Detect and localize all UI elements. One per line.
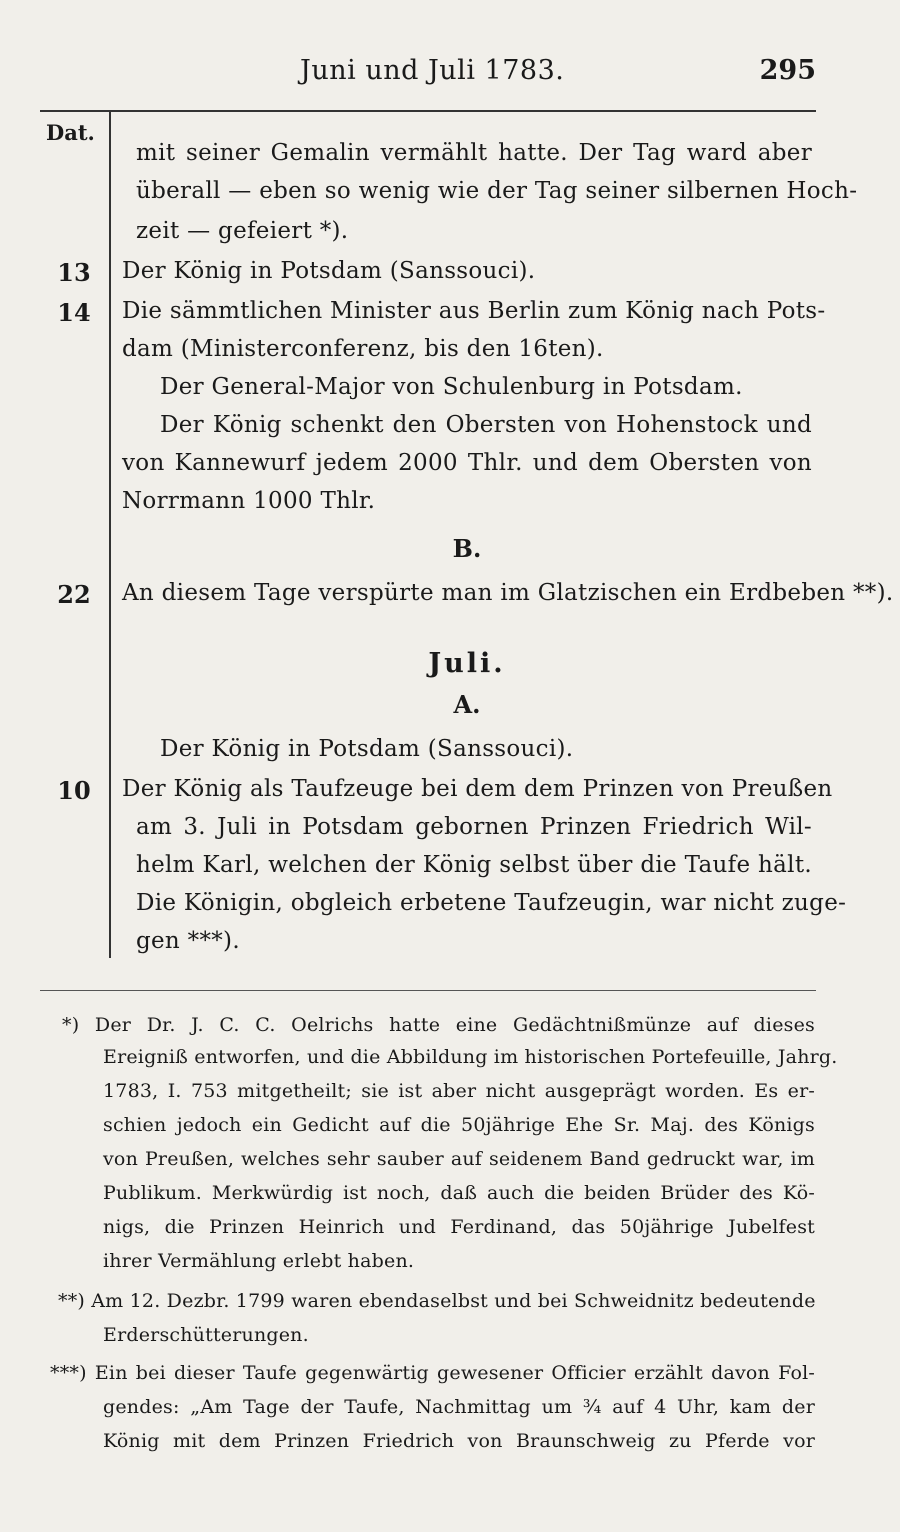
body-line: Die Königin, obgleich erbetene Taufzeugin, war nicht zuge- (136, 890, 847, 916)
section-heading-a: A. (453, 690, 481, 719)
footnote-line: schien jedoch ein Gedicht auf die 50jährige Ehe Sr. Maj. des Königs (103, 1114, 815, 1136)
page-number: 295 (759, 55, 816, 86)
body-line: Der König in Potsdam (Sanssouci). (160, 736, 574, 762)
footnote-line: ***) Ein bei dieser Taufe gegenwärtig gewesener Officier erzählt davon Fol- (50, 1362, 815, 1384)
body-line: Norrmann 1000 Thlr. (122, 488, 376, 514)
body-line: am 3. Juli in Potsdam gebornen Prinzen Friedrich Wil- (136, 814, 812, 840)
body-line: An diesem Tage verspürte man im Glatzischen ein Erdbeben **). (122, 580, 894, 606)
running-title: Juni und Juli 1783. (300, 55, 565, 86)
footnote-line: König mit dem Prinzen Friedrich von Braunschweig zu Pferde vor (103, 1430, 815, 1452)
body-line: Der General-Major von Schulenburg in Potsdam. (160, 374, 743, 400)
body-line: von Kannewurf jedem 2000 Thlr. und dem Obersten von (122, 450, 812, 476)
date-22: 22 (57, 580, 91, 609)
date-14: 14 (57, 298, 91, 327)
footnote-line: Publikum. Merkwürdig ist noch, daß auch die beiden Brüder des Kö- (103, 1182, 815, 1204)
footnote-line: Ereigniß entworfen, und die Abbildung im historischen Portefeuille, Jahrg. (103, 1046, 838, 1068)
body-line: mit seiner Gemalin vermählt hatte. Der Tag ward aber (136, 140, 812, 166)
footnote-line: gendes: „Am Tage der Taufe, Nachmittag um ¾ auf 4 Uhr, kam der (103, 1396, 815, 1418)
date-column-label: Dat. (46, 120, 95, 145)
footnote-rule (40, 990, 816, 991)
date-10: 10 (57, 776, 91, 805)
running-head (0, 55, 900, 91)
body-line: gen ***). (136, 928, 240, 954)
footnote-line: Erderschütterungen. (103, 1324, 309, 1346)
footnote-line: nigs, die Prinzen Heinrich und Ferdinand, das 50jährige Jubelfest (103, 1216, 815, 1238)
body-line: Die sämmtlichen Minister aus Berlin zum König nach Pots- (122, 298, 826, 324)
body-line: Der König schenkt den Obersten von Hohenstock und (160, 412, 812, 438)
footnote-line: von Preußen, welches sehr sauber auf seidenem Band gedruckt war, im (103, 1148, 815, 1170)
section-heading-b: B. (452, 534, 482, 563)
body-line: überall — eben so wenig wie der Tag seiner silbernen Hoch- (136, 178, 858, 204)
header-rule (40, 110, 816, 112)
body-line: zeit — gefeiert *). (136, 218, 349, 244)
body-line: helm Karl, welchen der König selbst über die Taufe hält. (136, 852, 812, 878)
date-column-rule (109, 112, 111, 958)
footnote-line: ihrer Vermählung erlebt haben. (103, 1250, 415, 1272)
footnote-line: *) Der Dr. J. C. C. Oelrichs hatte eine Gedächtnißmünze auf dieses (62, 1014, 815, 1036)
body-line: Der König in Potsdam (Sanssouci). (122, 258, 536, 284)
date-13: 13 (57, 258, 91, 287)
footnote-line: **) Am 12. Dezbr. 1799 waren ebendaselbst und bei Schweidnitz bedeutende (58, 1290, 816, 1312)
body-line: dam (Ministerconferenz, bis den 16ten). (122, 336, 604, 362)
body-line: Der König als Taufzeuge bei dem dem Prinzen von Preußen (122, 776, 833, 802)
footnote-line: 1783, I. 753 mitgetheilt; sie ist aber nicht ausgeprägt worden. Es er- (103, 1080, 815, 1102)
month-heading-juli: Juli. (428, 648, 506, 679)
